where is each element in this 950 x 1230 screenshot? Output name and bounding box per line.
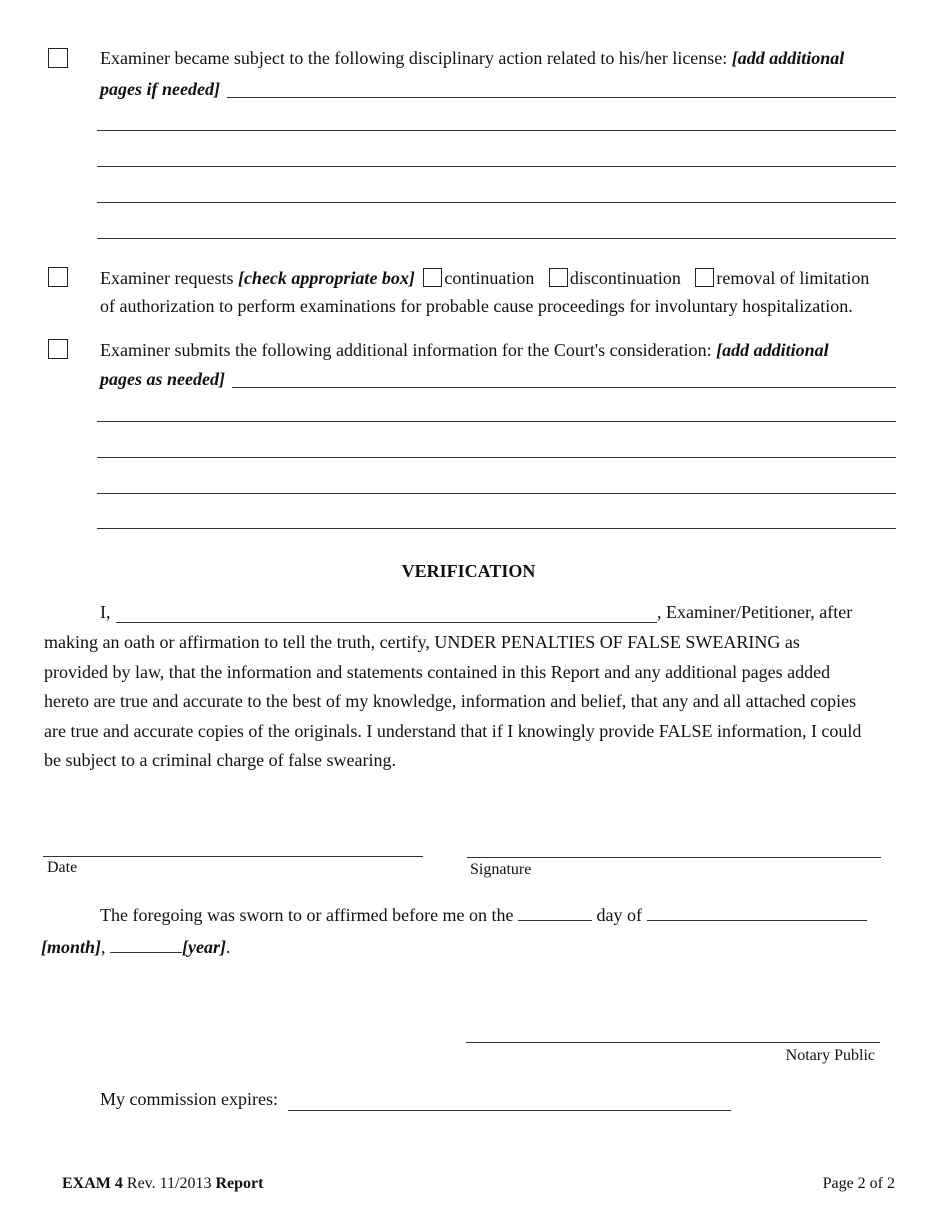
additional-info-line-5[interactable]: [97, 528, 896, 529]
disciplinary-line-4[interactable]: [97, 202, 896, 203]
disciplinary-line-5[interactable]: [97, 238, 896, 239]
verification-line-2: making an oath or affirmation to tell the truth, certify, UNDER PENALTIES OF FALSE SWEARING as: [44, 632, 800, 652]
additional-info-line-2[interactable]: [97, 421, 896, 422]
form-id: EXAM 4: [62, 1175, 123, 1192]
disciplinary-action-text: [100, 47, 844, 69]
disciplinary-note-1: [add additional: [731, 48, 845, 68]
verification-line-5: are true and accurate copies of the originals. I understand that if I knowingly provide FALSE information, I could: [44, 720, 862, 741]
page-number: Page 2 of 2: [822, 1175, 895, 1192]
disciplinary-line-2[interactable]: [97, 130, 896, 131]
additional-info-note-2: pages as needed]: [100, 369, 225, 389]
month-note: [month]: [41, 937, 102, 957]
verification-line-6: be subject to a criminal charge of false swearing.: [44, 750, 397, 770]
footer-form-id: [62, 1174, 263, 1194]
month-comma: ,: [101, 937, 106, 957]
additional-info-note-1: [add additional: [716, 340, 829, 360]
disciplinary-line-3[interactable]: [97, 166, 896, 167]
year-note: [year]: [182, 937, 226, 957]
day-of-text: day of: [596, 905, 643, 925]
examiner-name-line[interactable]: [116, 622, 657, 623]
verification-line-4: hereto are true and accurate to the best of my knowledge, information and belief, that any and all attached copies: [44, 691, 857, 711]
additional-info-line-3[interactable]: [97, 457, 896, 458]
discontinuation-label: discontinuation: [569, 268, 681, 288]
additional-info-text: [100, 339, 829, 361]
year-period: .: [226, 937, 231, 957]
notary-public-label: Notary Public: [785, 1047, 875, 1064]
disciplinary-line-1[interactable]: [227, 97, 896, 98]
additional-info-label: Examiner submits the following additional information for the Court's consideration:: [100, 340, 717, 360]
examiner-requests-row: [100, 267, 869, 289]
sworn-row-2: [41, 935, 231, 958]
additional-info-line-1[interactable]: [232, 387, 896, 388]
disciplinary-action-checkbox[interactable]: [48, 48, 68, 68]
removal-of-limitation-label: removal of limitation: [716, 268, 870, 288]
verification-role: , Examiner/Petitioner, after: [657, 602, 853, 622]
continuation-label: continuation: [444, 268, 535, 288]
signature-label: Signature: [470, 861, 532, 878]
sworn-row: [100, 903, 867, 926]
verification-title: VERIFICATION: [401, 561, 536, 581]
examiner-requests-label: Examiner requests: [100, 268, 238, 288]
disciplinary-action-label: Examiner became subject to the following disciplinary action related to his/her license:: [100, 48, 732, 68]
examiner-requests-checkbox[interactable]: [48, 267, 68, 287]
additional-info-line-4[interactable]: [97, 493, 896, 494]
commission-expires-label: My commission expires:: [100, 1089, 278, 1109]
commission-expires-line[interactable]: [288, 1110, 731, 1111]
verification-body: [44, 628, 924, 776]
discontinuation-checkbox[interactable]: [549, 268, 568, 287]
check-box-note: [check appropriate box]: [237, 268, 415, 288]
date-line[interactable]: [43, 856, 423, 857]
notary-signature-line[interactable]: [466, 1042, 880, 1043]
sworn-day-line[interactable]: [518, 903, 592, 921]
date-label: Date: [47, 859, 78, 876]
sworn-month-line[interactable]: [647, 903, 867, 921]
sworn-year-line[interactable]: [110, 935, 182, 953]
verification-intro: I,: [100, 602, 111, 622]
form-report: Report: [215, 1175, 264, 1192]
removal-of-limitation-checkbox[interactable]: [695, 268, 714, 287]
signature-line[interactable]: [467, 857, 881, 858]
form-revision: Rev. 11/2013: [126, 1175, 212, 1192]
sworn-text: The foregoing was sworn to or affirmed before me on the: [100, 905, 514, 925]
disciplinary-note-2: pages if needed]: [100, 79, 220, 99]
authorization-text: of authorization to perform examinations for probable cause proceedings for involuntary hospitalization.: [100, 296, 853, 316]
additional-info-checkbox[interactable]: [48, 339, 68, 359]
verification-line-3: provided by law, that the information and statements contained in this Report and any additional pages added: [44, 661, 831, 682]
continuation-checkbox[interactable]: [423, 268, 442, 287]
